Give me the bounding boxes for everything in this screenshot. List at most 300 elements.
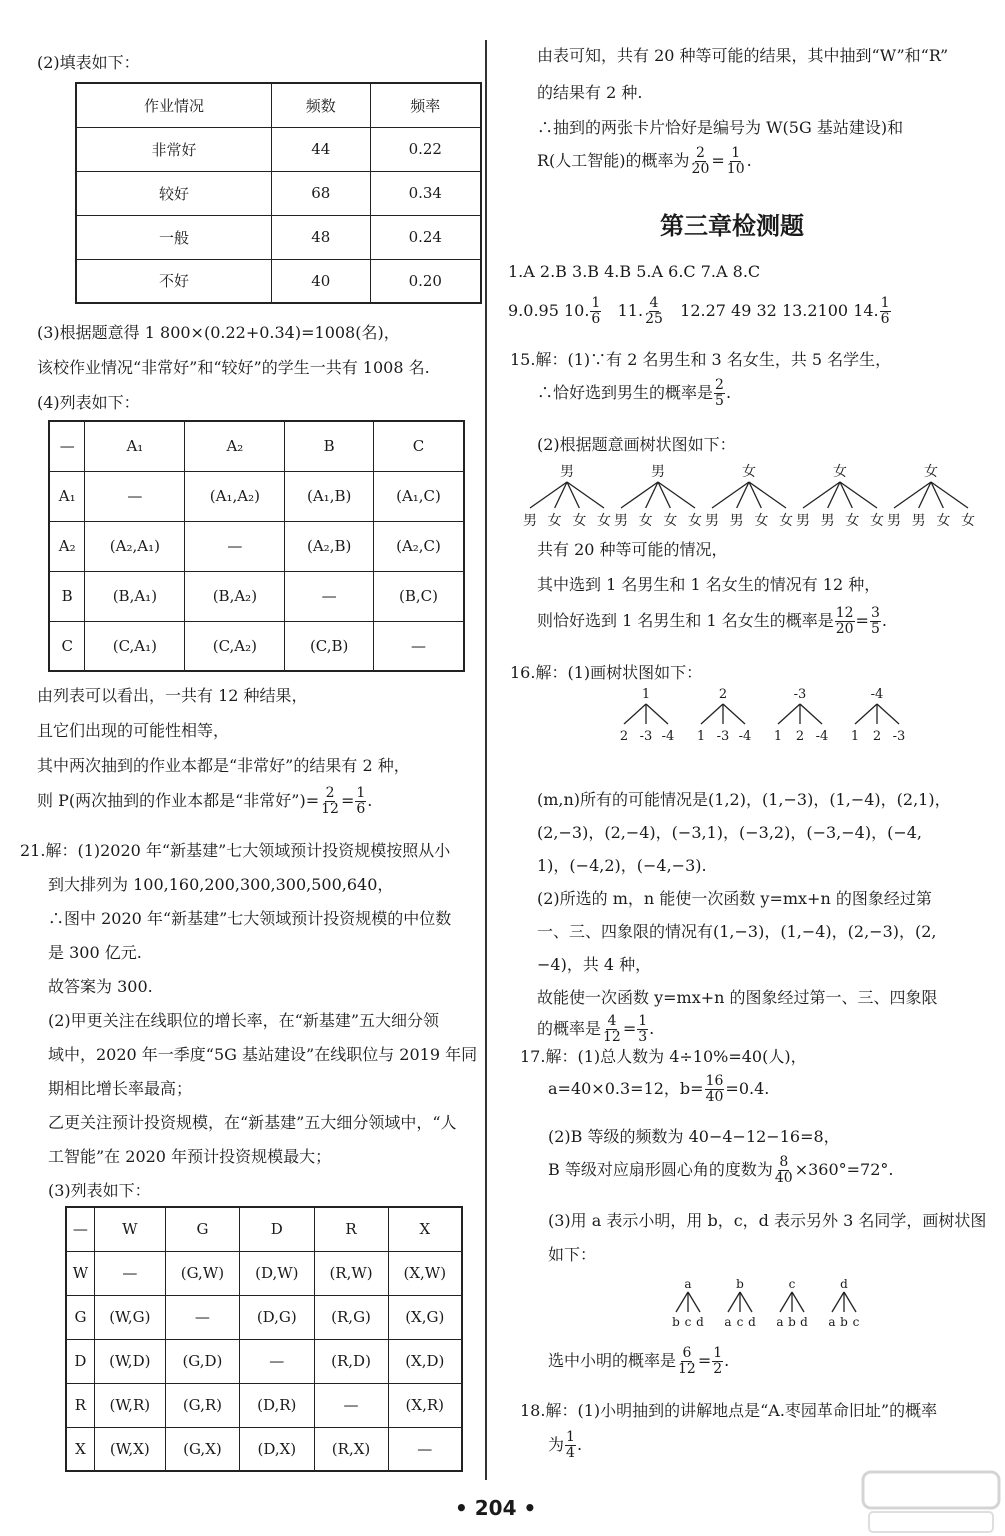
fraction	[726, 146, 746, 177]
q21-line11: (3)列表如下：	[48, 1181, 151, 1200]
equals: =	[340, 791, 355, 810]
denominator: 3	[638, 1029, 648, 1045]
table-row	[66, 1295, 462, 1339]
tree-diagram-17	[660, 1274, 870, 1330]
table-cell: (A₁,C)	[373, 471, 464, 521]
table-cell: —	[165, 1295, 239, 1339]
tree-leaf-label: 男	[614, 513, 628, 529]
table-row	[49, 621, 464, 671]
chapter-title: 第三章检测题	[660, 212, 804, 240]
q16-line2: (m,n)所有的可能情况是(1,2)，(1,−3)，(1,−4)，(2,1)，	[537, 790, 951, 809]
fraction	[880, 296, 891, 327]
table-row	[76, 171, 481, 215]
tree-branch	[877, 704, 899, 724]
table-cell: —	[85, 471, 185, 521]
table-header-cell: —	[49, 421, 85, 471]
tree-root-label: a	[684, 1277, 692, 1291]
denominator: 20	[835, 621, 854, 637]
q17-4-suffix: ×360°=72°.	[794, 1160, 894, 1179]
table-row	[66, 1251, 462, 1295]
equals: =	[622, 1019, 637, 1038]
q17-2-prefix: a=40×0.3=12，b=	[548, 1079, 704, 1098]
table-cell: (R,W)	[314, 1251, 388, 1295]
table-cell: 0.34	[370, 171, 481, 215]
answers-line1: 1.A 2.B 3.B 4.B 5.A 6.C 7.A 8.C	[508, 262, 761, 281]
tree-leaf-label: 2	[795, 729, 805, 744]
numerator: 2	[715, 377, 724, 393]
tree-leaf-label: -4	[661, 729, 675, 744]
tree-leaf-label: 男	[887, 513, 901, 529]
tree-branch	[844, 1292, 856, 1312]
tree-root-label: -3	[793, 687, 807, 702]
fraction	[691, 146, 711, 177]
numerator: 1	[638, 1013, 648, 1029]
tree-diagram-16	[600, 684, 920, 744]
table-cell: (R,X)	[314, 1427, 388, 1471]
q15-2-prefix: ∴恰好选到男生的概率是	[537, 383, 714, 402]
table-cell: 68	[271, 171, 370, 215]
denominator: 6	[591, 311, 601, 327]
tree-leaf-label: 女	[754, 513, 769, 529]
tree-leaf-label: d	[800, 1315, 808, 1329]
table-cell: (G,X)	[165, 1427, 239, 1471]
table-cell: A₂	[49, 521, 85, 571]
table-cell: —	[185, 521, 285, 571]
p4-label: (4)列表如下：	[37, 393, 140, 412]
tree-root-label: -4	[870, 687, 884, 702]
p3-line2: 该校作业情况“非常好”和“较好”的学生一共有 1008 名.	[37, 358, 430, 377]
tree-leaf-label: 男	[911, 513, 926, 529]
table-cell: (D,W)	[240, 1251, 314, 1295]
tree-leaf-label: 女	[936, 513, 951, 529]
table-cell: 44	[271, 127, 370, 171]
q17-line1: 17.解：(1)总人数为 4÷10%=40(人)，	[520, 1047, 807, 1066]
table-cell: (A₂,A₁)	[85, 521, 185, 571]
tree-leaf-label: c	[852, 1315, 860, 1329]
q17-line2	[548, 1074, 769, 1105]
q16-line4: 1)，(−4,2)，(−4,−3).	[537, 856, 707, 875]
table-cell: (W,D)	[94, 1339, 165, 1383]
q21-line3: ∴图中 2020 年“新基建”七大领域预计投资规模的中位数	[48, 909, 452, 928]
table-cell: 0.22	[370, 127, 481, 171]
table-cell: (A₁,B)	[285, 471, 374, 521]
q17-2-suffix: =0.4.	[725, 1079, 770, 1098]
table-header-cell: D	[240, 1207, 314, 1251]
table-cell: (A₂,C)	[373, 521, 464, 571]
denominator: 6	[880, 311, 890, 327]
table-cell: R	[66, 1383, 94, 1427]
table-cell: (A₂,B)	[285, 521, 374, 571]
table-row	[66, 1383, 462, 1427]
tree-leaf-label: 女	[779, 513, 793, 529]
table-header-cell: W	[94, 1207, 165, 1251]
fraction	[602, 1014, 622, 1045]
table-cell: —	[240, 1339, 314, 1383]
table-row	[76, 215, 481, 259]
frequency-table	[75, 82, 482, 304]
table-row	[66, 1339, 462, 1383]
q15-line1: 15.解：(1)∵有 2 名男生和 3 名女生，共 5 名学生，	[510, 350, 892, 369]
equals: =	[711, 151, 725, 170]
table-cell: 非常好	[76, 127, 271, 171]
period: .	[881, 611, 887, 630]
answers-line2	[508, 296, 892, 327]
q15-line4: 共有 20 种等可能的情况，	[537, 540, 728, 559]
q18-line1: 18.解：(1)小明抽到的讲解地点是“A.枣园革命旧址”的概率	[520, 1401, 938, 1420]
tree-root-label: 1	[641, 687, 651, 702]
fraction	[870, 606, 881, 637]
tree-branch	[792, 1292, 804, 1312]
tree-leaf-label: 女	[547, 513, 562, 529]
tree-leaf-label: 女	[688, 513, 702, 529]
equals: =	[697, 1351, 712, 1370]
tree-leaf-label: c	[736, 1315, 744, 1329]
table-cell: —	[314, 1383, 388, 1427]
numerator: 2	[696, 145, 705, 161]
tree-leaf-label: b	[840, 1315, 848, 1329]
numerator: 16	[705, 1073, 724, 1089]
tree-leaf-label: 女	[845, 513, 860, 529]
table-cell: (X,D)	[388, 1339, 462, 1383]
q16-line5: (2)所选的 m，n 能使一次函数 y=mx+n 的图象经过第	[537, 889, 932, 908]
numerator: 1	[591, 295, 601, 311]
tree-leaf-label: -3	[892, 729, 906, 744]
table-row	[76, 127, 481, 171]
tree-root-label: 女	[833, 464, 847, 480]
tree-root-label: 男	[560, 464, 574, 480]
q21-line10: 工智能”在 2020 年预计投资规模最大；	[48, 1147, 332, 1166]
tree-leaf-label: 男	[820, 513, 835, 529]
q18-line2	[548, 1430, 582, 1461]
table-cell: (A₁,A₂)	[185, 471, 285, 521]
q16-9-prefix: 的概率是	[537, 1019, 602, 1038]
tree-leaf-label: 女	[638, 513, 653, 529]
tree-leaf-label: 女	[572, 513, 587, 529]
table-header-row	[66, 1207, 462, 1251]
tree-leaf-label: -4	[815, 729, 829, 744]
numerator: 1	[356, 785, 366, 801]
fraction	[712, 1346, 723, 1377]
table-cell: A₁	[49, 471, 85, 521]
q21-line9: 乙更关注预计投资规模，在“新基建”五大细分领域中，“人	[48, 1113, 457, 1132]
column-divider	[485, 40, 487, 1480]
text-l3: 其中两次抽到的作业本都是“非常好”的结果有 2 种，	[37, 756, 410, 775]
table-row	[49, 571, 464, 621]
tree-leaf-label: d	[748, 1315, 756, 1329]
denominator: 4	[566, 1445, 575, 1461]
text-l2: 且它们出现的可能性相等，	[37, 721, 230, 740]
outcome-table-a	[48, 420, 465, 672]
table-cell: W	[66, 1251, 94, 1295]
table-cell: (X,W)	[388, 1251, 462, 1295]
fraction	[774, 1155, 794, 1186]
denominator: 6	[356, 801, 366, 817]
table-header-cell: G	[165, 1207, 239, 1251]
denominator: 5	[870, 621, 880, 637]
table-header-cell: 作业情况	[76, 83, 271, 127]
table-row	[76, 259, 481, 303]
table-cell: (D,R)	[240, 1383, 314, 1427]
q21-line4: 是 300 亿元.	[48, 943, 142, 962]
table-cell: (D,X)	[240, 1427, 314, 1471]
tree-leaf-label: 女	[870, 513, 884, 529]
table-header-cell: A₁	[85, 421, 185, 471]
r4-prefix: R(人工智能)的概率为	[537, 151, 690, 170]
tree-branch	[624, 704, 646, 724]
tree-branch	[728, 1292, 740, 1312]
table-header-cell: B	[285, 421, 374, 471]
tree-branch	[832, 1292, 844, 1312]
denominator: 20	[691, 161, 710, 177]
tree-branch	[740, 1292, 752, 1312]
ans-12-14: 12.27 49 32 13.2100 14.	[680, 301, 879, 320]
r-line3: ∴抽到的两张卡片恰好是编号为 W(5G 基站建设)和	[537, 118, 904, 137]
q17-7-prefix: 选中小明的概率是	[548, 1351, 677, 1370]
table-cell: (W,R)	[94, 1383, 165, 1427]
table-cell: 48	[271, 215, 370, 259]
q21-line2: 到大排列为 100,160,200,300,300,500,640，	[48, 875, 394, 894]
tree-branch	[688, 1292, 700, 1312]
denominator: 40	[774, 1170, 793, 1186]
q17-line6: 如下：	[548, 1245, 597, 1264]
table-cell: (C,A₂)	[185, 621, 285, 671]
q17-line7	[548, 1346, 729, 1377]
r-line4	[537, 146, 752, 177]
table-cell: B	[49, 571, 85, 621]
q21-line1: 21.解：(1)2020 年“新基建”七大领域预计投资规模按照从小	[20, 841, 451, 860]
tree-leaf-label: -3	[639, 729, 653, 744]
tree-root-label: 男	[651, 464, 665, 480]
table-cell: D	[66, 1339, 94, 1383]
table-cell: C	[49, 621, 85, 671]
table-cell: (X,R)	[388, 1383, 462, 1427]
table-cell: 0.20	[370, 259, 481, 303]
tree-leaf-label: 2	[619, 729, 629, 744]
table-cell: 不好	[76, 259, 271, 303]
table-cell: (B,C)	[373, 571, 464, 621]
tree-leaf-label: 女	[961, 513, 975, 529]
numerator: 6	[682, 1345, 692, 1361]
table-cell: (G,D)	[165, 1339, 239, 1383]
table-cell: —	[94, 1251, 165, 1295]
fraction	[590, 296, 601, 327]
watermark-logo-icon	[855, 1466, 1005, 1536]
table-row	[49, 521, 464, 571]
p2-label: (2)填表如下：	[37, 53, 140, 72]
table-cell: —	[285, 571, 374, 621]
tree-branch	[701, 704, 723, 724]
fraction	[714, 378, 725, 409]
tree-root-label: 女	[924, 464, 938, 480]
tree-diagram-15	[505, 460, 995, 532]
q15-line6	[537, 606, 887, 637]
table-cell: X	[66, 1427, 94, 1471]
tree-leaf-label: -3	[716, 729, 730, 744]
denominator: 10	[726, 161, 745, 177]
numerator: 2	[325, 785, 335, 801]
table-cell: G	[66, 1295, 94, 1339]
table-header-cell: —	[66, 1207, 94, 1251]
l4-prefix: 则 P(两次抽到的作业本都是“非常好”)=	[37, 791, 320, 810]
numerator: 1	[731, 145, 741, 161]
numerator: 3	[870, 605, 880, 621]
tree-branch	[800, 704, 822, 724]
table-header-row	[49, 421, 464, 471]
table-row	[49, 471, 464, 521]
table-cell: (C,B)	[285, 621, 374, 671]
tree-leaf-label: a	[724, 1315, 732, 1329]
q17-line5: (3)用 a 表示小明，用 b，c，d 表示另外 3 名同学，画树状图	[548, 1211, 987, 1230]
fraction	[565, 1430, 576, 1461]
r-line1: 由表可知，共有 20 种等可能的结果，其中抽到“W”和“R”	[537, 46, 949, 65]
tree-leaf-label: 女	[597, 513, 611, 529]
q17-line4	[548, 1155, 893, 1186]
numerator: 4	[649, 295, 659, 311]
tree-leaf-label: 男	[796, 513, 810, 529]
table-header-cell: R	[314, 1207, 388, 1251]
denominator: 12	[678, 1361, 696, 1377]
denominator: 40	[705, 1089, 724, 1105]
tree-leaf-label: 女	[663, 513, 678, 529]
q16-line3: (2,−3)，(2,−4)，(−3,1)，(−3,2)，(−3,−4)，(−4,	[537, 823, 923, 842]
period: .	[649, 1019, 655, 1038]
tree-leaf-label: -4	[738, 729, 752, 744]
denominator: 12	[603, 1029, 621, 1045]
tree-root-label: c	[788, 1277, 796, 1291]
tree-root-label: 女	[742, 464, 756, 480]
table-cell: 较好	[76, 171, 271, 215]
tree-leaf-label: b	[672, 1315, 680, 1329]
denominator: 25	[645, 311, 663, 327]
table-cell: —	[373, 621, 464, 671]
tree-branch	[778, 704, 800, 724]
table-cell: (B,A₂)	[185, 571, 285, 621]
q15-line3: (2)根据题意画树状图如下：	[537, 435, 736, 454]
tree-root-label: d	[840, 1277, 848, 1291]
q17-4-prefix: B 等级对应扇形圆心角的度数为	[548, 1160, 773, 1179]
table-cell: (R,G)	[314, 1295, 388, 1339]
period: .	[367, 791, 373, 810]
fraction	[320, 786, 340, 817]
q16-line7: −4)，共 4 种，	[537, 955, 652, 974]
period: .	[746, 151, 752, 170]
table-cell: 40	[271, 259, 370, 303]
tree-leaf-label: b	[788, 1315, 796, 1329]
tree-leaf-label: 1	[850, 729, 860, 744]
q16-line6: 一、三、四象限的情况有(1,−3)，(1,−4)，(2,−3)，(2,	[537, 922, 937, 941]
numerator: 4	[607, 1013, 617, 1029]
table-cell: 一般	[76, 215, 271, 259]
q18-2-prefix: 为	[548, 1435, 565, 1454]
tree-root-label: b	[736, 1277, 744, 1291]
table-cell: (X,G)	[388, 1295, 462, 1339]
table-cell: (W,G)	[94, 1295, 165, 1339]
equals: =	[855, 611, 869, 630]
fraction	[677, 1346, 697, 1377]
q21-line6: (2)甲更关注在线职位的增长率，在“新基建”五大细分领	[48, 1011, 440, 1030]
tree-branch	[723, 704, 745, 724]
tree-leaf-label: 2	[872, 729, 882, 744]
tree-leaf-label: 男	[729, 513, 744, 529]
table-cell: (D,G)	[240, 1295, 314, 1339]
fraction	[644, 296, 664, 327]
tree-leaf-label: 男	[705, 513, 719, 529]
ans-11: 11.	[617, 301, 644, 320]
tree-leaf-label: a	[828, 1315, 836, 1329]
numerator: 8	[779, 1154, 789, 1170]
q16-line1: 16.解：(1)画树状图如下：	[510, 663, 703, 682]
table-header-cell: X	[388, 1207, 462, 1251]
text-l4	[37, 786, 372, 817]
tree-leaf-label: d	[696, 1315, 704, 1329]
q15-6-prefix: 则恰好选到 1 名男生和 1 名女生的概率是	[537, 611, 834, 630]
outcome-table-b	[65, 1206, 463, 1472]
q21-line8: 期相比增长率最高；	[48, 1079, 193, 1098]
table-cell: —	[388, 1427, 462, 1471]
tree-branch	[646, 704, 668, 724]
tree-leaf-label: c	[684, 1315, 692, 1329]
page-number: • 204 •	[455, 1496, 537, 1520]
text-l1: 由列表可以看出，一共有 12 种结果，	[37, 686, 308, 705]
tree-leaf-label: a	[776, 1315, 784, 1329]
fraction	[355, 786, 366, 817]
r-line2: 的结果有 2 种.	[537, 83, 643, 102]
numerator: 1	[566, 1429, 575, 1445]
tree-branch	[676, 1292, 688, 1312]
fraction	[835, 606, 855, 637]
period: .	[725, 383, 732, 402]
q21-line5: 故答案为 300.	[48, 977, 153, 996]
denominator: 5	[715, 393, 724, 409]
table-cell: (B,A₁)	[85, 571, 185, 621]
tree-branch	[855, 704, 877, 724]
q21-line7: 域中，2020 年一季度“5G 基站建设”在线职位与 2019 年同	[48, 1045, 478, 1064]
period: .	[576, 1435, 583, 1454]
q15-line2	[537, 378, 731, 409]
table-header-cell: C	[373, 421, 464, 471]
table-cell: (C,A₁)	[85, 621, 185, 671]
q17-line3: (2)B 等级的频数为 40−4−12−16=8，	[548, 1127, 840, 1146]
denominator: 12	[321, 801, 339, 817]
table-header-cell: 频数	[271, 83, 370, 127]
q15-line5: 其中选到 1 名男生和 1 名女生的情况有 12 种，	[537, 575, 881, 594]
numerator: 1	[713, 1345, 723, 1361]
fraction	[705, 1074, 725, 1105]
numerator: 1	[880, 295, 890, 311]
p3-line1: (3)根据题意得 1 800×(0.22+0.34)=1008(名)，	[37, 323, 400, 342]
tree-root-label: 2	[718, 687, 728, 702]
table-header-row	[76, 83, 481, 127]
tree-branch	[780, 1292, 792, 1312]
table-cell: (R,D)	[314, 1339, 388, 1383]
denominator: 2	[713, 1361, 723, 1377]
table-row	[66, 1427, 462, 1471]
tree-leaf-label: 男	[523, 513, 537, 529]
table-cell: (G,R)	[165, 1383, 239, 1427]
tree-leaf-label: 1	[773, 729, 783, 744]
table-cell: 0.24	[370, 215, 481, 259]
q16-line9	[537, 1014, 654, 1045]
ans-9-10: 9.0.95 10.	[508, 301, 590, 320]
table-cell: (G,W)	[165, 1251, 239, 1295]
table-cell: (W,X)	[94, 1427, 165, 1471]
table-header-cell: A₂	[185, 421, 285, 471]
fraction	[637, 1014, 648, 1045]
numerator: 12	[835, 605, 854, 621]
tree-leaf-label: 1	[696, 729, 706, 744]
table-header-cell: 频率	[370, 83, 481, 127]
q16-line8: 故能使一次函数 y=mx+n 的图象经过第一、三、四象限	[537, 988, 938, 1007]
